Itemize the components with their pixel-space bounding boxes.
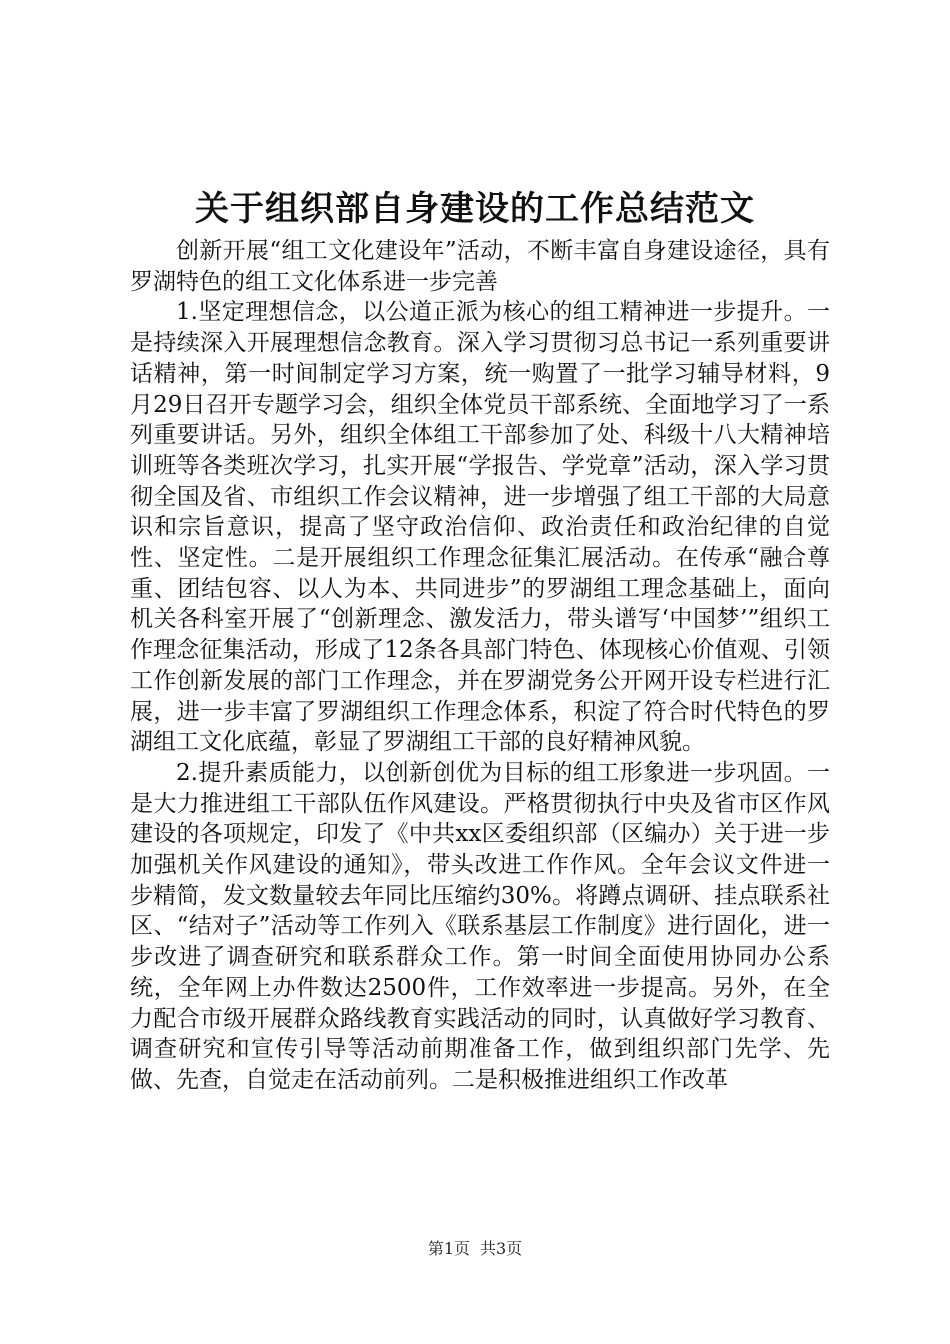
- paragraph-intro: 创新开展“组工文化建设年”活动，不断丰富自身建设途径，具有罗湖特色的组工文化体系进一步完善: [130, 238, 830, 295]
- page-footer: [0, 1238, 950, 1260]
- paragraph-section-2: 2.提升素质能力，以创新创优为目标的组工形象进一步巩固。一是大力推进组工干部队伍作风建设。严格贯彻执行中央及省市区作风建设的各项规定，印发了《中共xx区委组织部（区编办）关于进一步加强机关作风建设的通知》，带头改进工作作风。全年会议文件进一步精简，发文数量较去年同比压缩约30%。将蹲点调研、挂点联系社区、“结对子”活动等工作列入《联系基层工作制度》进行固化，进一步改进了调查研究和联系群众工作。第一时间全面使用协同办公系统，全年网上办件数达2500件，工作效率进一步提高。另外，在全力配合市级开展群众路线教育实践活动的同时，认真做好学习教育、调查研究和宣传引导等活动前期准备工作，做到组织部门先学、先做、先查，自觉走在活动前列。二是积极推进组织工作改革: [130, 759, 830, 1093]
- page-total: 共3页: [480, 1239, 523, 1258]
- paragraph-section-1: 1.坚定理想信念，以公道正派为核心的组工精神进一步提升。一是持续深入开展理想信念教育。深入学习贯彻习总书记一系列重要讲话精神，第一时间制定学习方案，统一购置了一批学习辅导材料，9月29日召开专题学习会，组织全体党员干部系统、全面地学习了一系列重要讲话。另外，组织全体组工干部参加了处、科级十八大精神培训班等各类班次学习，扎实开展“学报告、学党章”活动，深入学习贯彻全国及省、市组织工作会议精神，进一步增强了组工干部的大局意识和宗旨意识，提高了坚守政治信仰、政治责任和政治纪律的自觉性、坚定性。二是开展组织工作理念征集汇展活动。在传承“融合尊重、团结包容、以人为本、共同进步”的罗湖组工理念基础上，面向机关各科室开展了“创新理念、激发活力，带头谱写‘中国梦’”组织工作理念征集活动，形成了12条各具部门特色、体现核心价值观、引领工作创新发展的部门工作理念，并在罗湖党务公开网开设专栏进行汇展，进一步丰富了罗湖组织工作理念体系，积淀了符合时代特色的罗湖组工文化底蕴，彰显了罗湖组工干部的良好精神风貌。: [130, 299, 830, 756]
- document-body: [130, 236, 830, 1096]
- document-title: 关于组织部自身建设的工作总结范文: [195, 189, 755, 229]
- page-number: 第1页: [427, 1239, 470, 1258]
